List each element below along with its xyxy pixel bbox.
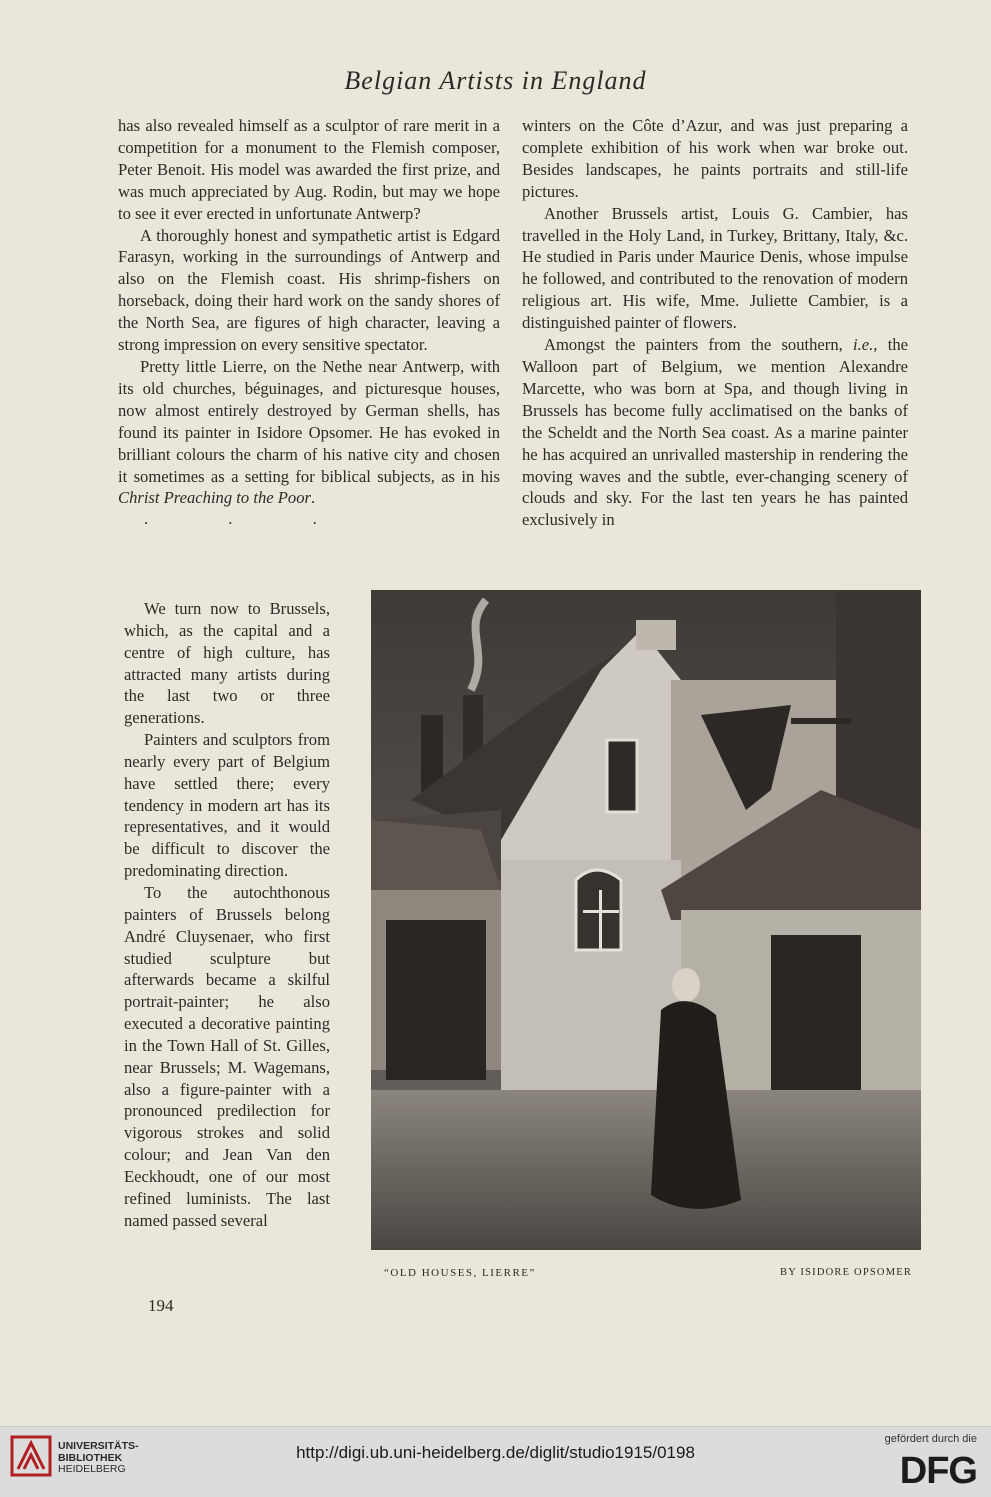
paragraph: has also revealed himself as a sculptor of rare merit in a competition for a monument to the Flemish composer, Peter Benoit. His model was awarded the first prize, and was much appreciated by Aug. Rodin, but may we hope to see it ever erected in unfortunate Antwerp? — [118, 116, 500, 223]
painting-title-italic: Christ Preaching to the Poor — [118, 488, 311, 508]
paragraph: Another Brussels artist, Louis G. Cambier, has travelled in the Holy Land, in Turkey, Brittany, Italy, &c. He studied in Paris under Maurice Denis, whose impulse he followed, and contributed to the renovation of modern religious art. His wife, Mme. Juliette Cambier, is a distinguished painter of flowers. — [522, 203, 908, 333]
paragraph-text: Amongst the painters from the southern, — [544, 335, 843, 355]
page-number: 194 — [148, 1296, 174, 1315]
paragraph: We turn now to Brussels, which, as the capital and a centre of high culture, has attracted many artists during the last two or three generations. — [124, 599, 330, 728]
paragraph — [522, 334, 908, 531]
paragraph: Painters and sculptors from nearly every part of Belgium have settled there; every tendency in modern art has its representatives, and it would be difficult to discover the predominating direction. — [124, 730, 330, 881]
paragraph: To the autochthonous painters of Brussels belong André Cluysenaer, who first studied sculpture but afterwards became a skilful portrait-painter; he also executed a decorative painting in the Town Hall of St. Gilles, near Brussels; M. Wagemans, also a figure-painter with a pronounced predilection for vigorous strokes and solid colour; and Jean Van den Eeckhoudt, one of our most refined luminists. The last named passed several — [124, 882, 330, 1230]
source-url-link[interactable]: http://digi.ub.uni-heidelberg.de/diglit/studio1915/0198 — [296, 1443, 695, 1462]
sentence-end: . — [310, 488, 316, 508]
abbreviation-italic: i.e., — [853, 335, 878, 355]
library-name-line: HEIDELBERG — [58, 1463, 126, 1475]
painting-illustration — [371, 590, 921, 1250]
painting-caption-artist: BY ISIDORE OPSOMER — [780, 1267, 913, 1278]
paragraph — [118, 356, 500, 509]
library-name-line: UNIVERSITÄTS- — [58, 1440, 139, 1452]
paragraph: winters on the Côte d’Azur, and was just preparing a complete exhibition of his work when war broke out. Besides landscapes, he paints portraits and still-life pictures. — [522, 116, 908, 201]
painting-artwork — [371, 590, 921, 1250]
painting-caption-title: “OLD HOUSES, LIERRE” — [384, 1267, 536, 1279]
narrow-column — [124, 598, 330, 1231]
paragraph-text: the Walloon part of Belgium, we mention Alexandre Marcette, who was born at Spa, and though living in Brussels has become fully acclimatised on the banks of the Scheldt and the North Sea coast. As a marine painter he has acquired an unrivalled mastership in rendering the moving waves and the subtle, ever-changing scenery of clouds and sky. For the last ten years he has painted exclusively in — [522, 335, 908, 530]
dfg-logo: DFG — [899, 1450, 977, 1492]
section-separator: . . . — [144, 509, 355, 529]
funded-by-label: gefördert durch die — [884, 1433, 977, 1445]
library-name-line: BIBLIOTHEK — [58, 1451, 123, 1464]
right-column — [522, 115, 908, 531]
paragraph-text: Pretty little Lierre, on the Nethe near Antwerp, with its old churches, béguinages, and picturesque houses, now almost entirely destroyed by German shells, has found its painter in Isidore Opsomer. He has evoked in brilliant colours the charm of his native city and chosen it sometimes as a setting for biblical subjects, as in his — [118, 356, 500, 486]
left-column — [118, 115, 500, 529]
running-header: Belgian Artists in England — [344, 66, 647, 95]
paragraph: A thoroughly honest and sympathetic artist is Edgard Farasyn, working in the surroundings of Antwerp and also on the Flemish coast. His shrimp-fishers on horseback, doing their hard work on the sandy shores of the North Sea, are figures of high character, leaving a strong impression on every sensitive spectator. — [118, 225, 500, 355]
digitization-footer — [0, 1426, 991, 1497]
